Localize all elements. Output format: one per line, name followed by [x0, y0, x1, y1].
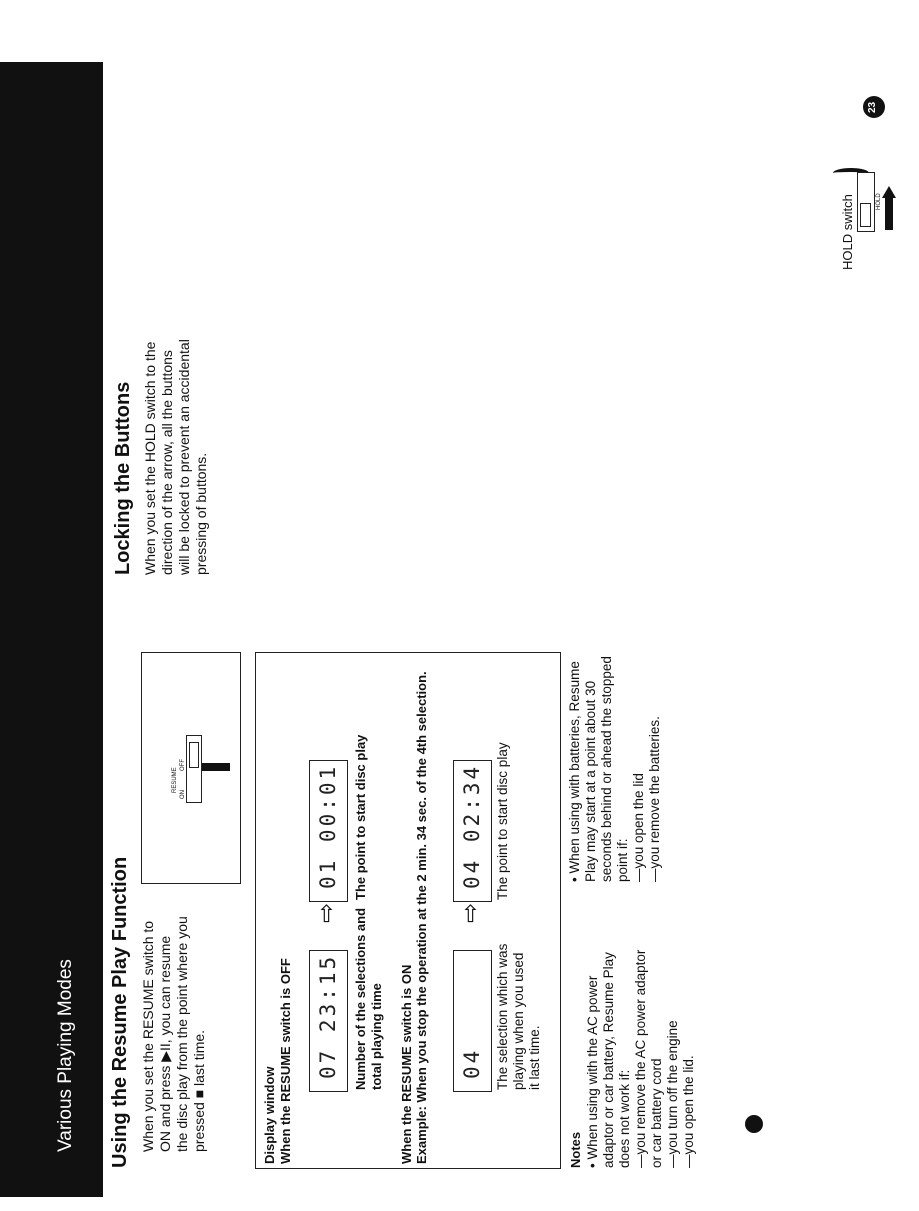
- off-total-lcd: [309, 950, 348, 1092]
- binding-hole-icon: [745, 1115, 763, 1133]
- note-line: —you open the lid: [631, 773, 646, 882]
- on-start-lcd: [453, 760, 492, 902]
- hold-body-line: direction of the arrow, all the buttons: [159, 350, 175, 575]
- hold-body: [142, 339, 210, 575]
- resume-intro-line: When you set the RESUME switch to: [140, 920, 156, 1152]
- on-selection-lcd: [453, 950, 492, 1092]
- hold-switch-label: HOLD: [876, 193, 882, 210]
- note-line: • When using with batteries, Resume: [567, 661, 582, 882]
- on-example: Example: When you stop the operation at the 2 min. 34 sec. of the 4th selection.: [414, 671, 429, 1164]
- resume-intro-line: the disc play from the point where you: [174, 916, 190, 1152]
- caption-line: The selection which was: [495, 943, 510, 1090]
- on-right-caption: The point to start disc play: [495, 742, 510, 900]
- hold-body-line: When you set the HOLD switch to the: [142, 341, 158, 575]
- on-left-caption: [495, 944, 543, 1090]
- resume-title: Using the Resume Play Function: [109, 856, 131, 1168]
- note-line: —you remove the AC power adaptor: [633, 949, 648, 1168]
- off-start-lcd: [309, 760, 348, 902]
- resume-arrow-icon: [202, 763, 230, 771]
- note-line: Play may start at a point about 30: [583, 680, 598, 882]
- notes-title: Notes: [568, 1131, 583, 1168]
- caption-line: it last time.: [527, 1025, 542, 1090]
- resume-switch-label: RESUME: [172, 767, 178, 793]
- note-line: does not work if:: [617, 1069, 632, 1168]
- display-window-heading: Display window: [262, 1066, 277, 1164]
- section-banner-title: Various Playing Modes: [55, 959, 76, 1152]
- notes-col1: [585, 950, 697, 1168]
- hold-switch-caption: HOLD switch: [840, 194, 855, 270]
- hold-title: Locking the Buttons: [112, 381, 134, 575]
- notes-col2: [567, 656, 663, 882]
- transition-arrow-icon: ⇨: [313, 902, 340, 923]
- caption-line: Number of the selections and: [353, 907, 368, 1090]
- resume-switch-illustration: [141, 652, 241, 884]
- transition-arrow-icon: ⇨: [457, 902, 484, 923]
- page-number: 23: [867, 101, 878, 113]
- note-line: —you remove the batteries.: [647, 716, 662, 882]
- resume-intro: [140, 916, 208, 1152]
- page-number-badge: [863, 96, 885, 118]
- note-line: seconds behind or ahead the stopped: [599, 656, 614, 882]
- resume-intro-line: pressed ■ last time.: [191, 1029, 207, 1152]
- resume-switch-on: ON: [180, 790, 186, 799]
- note-line: point if:: [615, 838, 630, 882]
- resume-intro-line: ON and press ▶II, you can resume: [157, 935, 173, 1152]
- note-line: adaptor or car battery, Resume Play: [601, 952, 616, 1168]
- off-right-caption: The point to start disc play: [353, 734, 368, 900]
- resume-switch-off: OFF: [180, 759, 186, 771]
- note-line: —you turn off the engine: [665, 1020, 680, 1168]
- off-heading: When the RESUME switch is OFF: [278, 958, 293, 1164]
- on-start-lcd-text: 04 02:34: [460, 763, 484, 889]
- on-selection-lcd-text: 04: [460, 1047, 484, 1079]
- resume-switch: [186, 735, 202, 803]
- caption-line: playing when you used: [511, 952, 526, 1090]
- hold-body-line: pressing of buttons.: [193, 452, 209, 575]
- on-heading: When the RESUME switch is ON: [399, 964, 414, 1164]
- off-start-lcd-text: 01 00:01: [316, 763, 340, 889]
- note-line: —you open the lid.: [681, 1055, 696, 1168]
- hold-switch: [857, 172, 875, 232]
- hold-arrowhead-icon: [882, 186, 896, 198]
- hold-arrow-icon: [885, 196, 893, 230]
- note-line: or car battery cord: [649, 1058, 664, 1168]
- swoosh-mark-icon: [833, 168, 869, 178]
- section-banner: [0, 62, 103, 1197]
- caption-line: total playing time: [369, 983, 384, 1090]
- off-total-lcd-text: 07 23:15: [316, 953, 340, 1079]
- note-line: • When using with the AC power: [585, 975, 600, 1168]
- off-left-caption: [353, 908, 385, 1090]
- hold-body-line: will be locked to prevent an accidental: [176, 339, 192, 575]
